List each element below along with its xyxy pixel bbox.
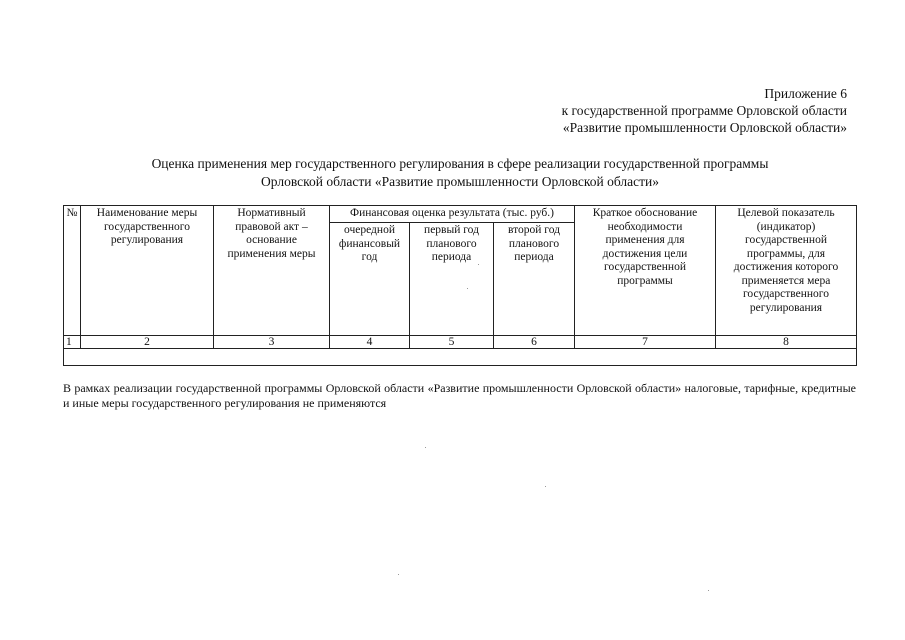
column-number: 6 — [494, 336, 575, 349]
page-title-line-1: Оценка применения мер государственного регулирования в сфере реализации государственной программы — [151, 156, 769, 171]
header-measure-name: Наименование меры государственного регулирования — [81, 206, 214, 336]
empty-data-row — [64, 349, 857, 366]
scan-speck — [545, 486, 546, 487]
column-number: 1 — [64, 336, 81, 349]
column-number-row — [64, 336, 857, 349]
appendix-program-name: «Развитие промышленности Орловской области» — [562, 120, 847, 135]
header-justification: Краткое обоснование необходимости применения для достижения цели государственной программы — [575, 206, 716, 336]
page-title — [70, 155, 850, 191]
scan-speck — [708, 590, 709, 591]
table-header-row — [64, 206, 857, 223]
header-num: № — [64, 206, 81, 336]
scan-speck — [425, 447, 426, 448]
regulation-measures-table — [63, 205, 857, 366]
appendix-header — [562, 85, 847, 136]
empty-cell — [64, 349, 857, 366]
scan-speck — [467, 288, 468, 289]
column-number: 7 — [575, 336, 716, 349]
note-paragraph: В рамках реализации государственной программы Орловской области «Развитие промышленности Орловской области» налоговые, тарифные, кредитные и иные меры государственного регулирования не применяются — [63, 381, 856, 410]
header-current-year: очередной финансовый год — [330, 223, 410, 336]
column-number: 3 — [214, 336, 330, 349]
header-first-plan-year: первый год планового периода — [410, 223, 494, 336]
header-target-indicator: Целевой показатель (индикатор) государственной программы, для достижения которого применяется мера государственного регулирования — [716, 206, 857, 336]
column-number: 8 — [716, 336, 857, 349]
header-legal-act: Нормативный правовой акт – основание применения меры — [214, 206, 330, 336]
header-second-plan-year: второй год планового периода — [494, 223, 575, 336]
column-number: 4 — [330, 336, 410, 349]
column-number: 5 — [410, 336, 494, 349]
column-number: 2 — [81, 336, 214, 349]
header-financial-assessment: Финансовая оценка результата (тыс. руб.) — [330, 206, 575, 223]
appendix-label: Приложение 6 — [764, 86, 847, 101]
scan-speck — [478, 264, 479, 265]
appendix-program-ref: к государственной программе Орловской области — [561, 103, 847, 118]
scan-speck — [398, 574, 399, 575]
page-title-line-2: Орловской области «Развитие промышленности Орловской области» — [261, 174, 659, 189]
